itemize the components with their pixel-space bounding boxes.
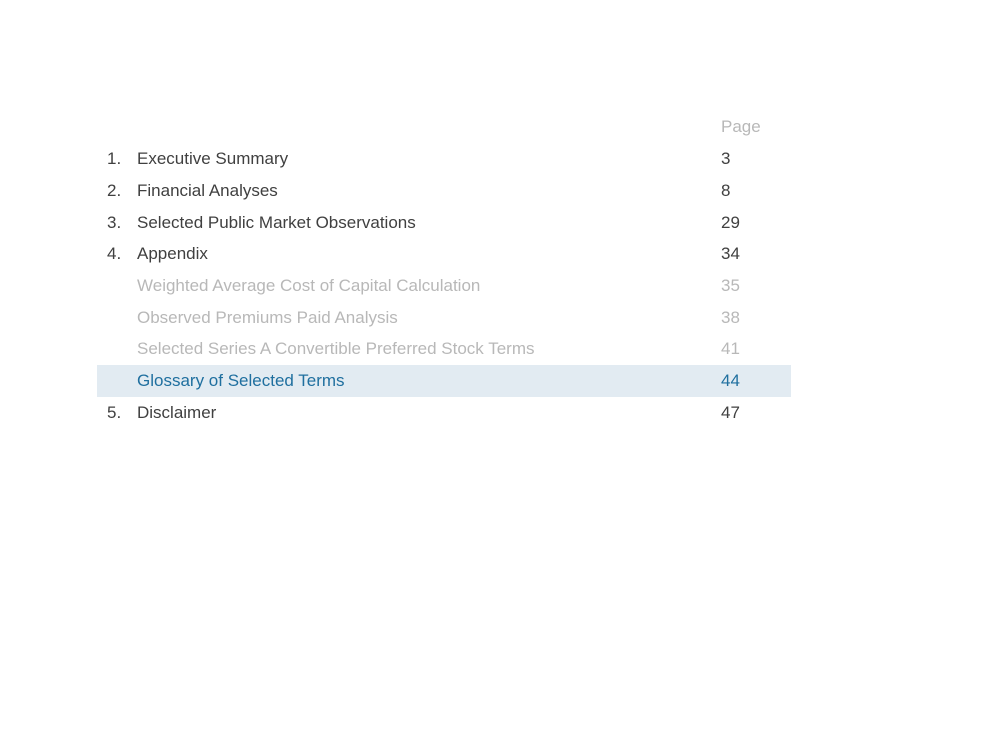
toc-entry-executive-summary[interactable] bbox=[97, 143, 791, 175]
toc-entry-page: 34 bbox=[721, 244, 740, 263]
toc-entry-number: 5. bbox=[107, 403, 122, 422]
toc-entry-number: 1. bbox=[107, 149, 122, 168]
toc-subentry-title: Selected Series A Convertible Preferred Stock Terms bbox=[137, 339, 535, 358]
toc-entry-page: 8 bbox=[721, 181, 731, 200]
toc-entry-page: 29 bbox=[721, 213, 740, 232]
toc-entry-title: Executive Summary bbox=[137, 149, 289, 168]
toc-subentry-title: Observed Premiums Paid Analysis bbox=[137, 308, 398, 327]
toc-entry-title: Disclaimer bbox=[137, 403, 217, 422]
toc-entry-number: 2. bbox=[107, 181, 122, 200]
toc-subentry-premiums-paid[interactable] bbox=[97, 302, 791, 334]
toc-subentry-page: 44 bbox=[721, 371, 740, 390]
toc-entry-financial-analyses[interactable] bbox=[97, 175, 791, 207]
toc-entry-appendix[interactable] bbox=[97, 238, 791, 270]
toc-entry-page: 47 bbox=[721, 403, 740, 422]
toc-subentry-wacc-calculation[interactable] bbox=[97, 270, 791, 302]
toc-entry-public-market-observations[interactable] bbox=[97, 207, 791, 239]
toc-entry-page: 3 bbox=[721, 149, 731, 168]
toc-entry-title: Selected Public Market Observations bbox=[137, 213, 416, 232]
toc-subentry-page: 35 bbox=[721, 276, 740, 295]
toc-entry-number: 4. bbox=[107, 244, 122, 263]
toc-subentry-series-a-terms[interactable] bbox=[97, 333, 791, 365]
toc-subentry-title: Glossary of Selected Terms bbox=[137, 371, 345, 390]
toc-entry-title: Financial Analyses bbox=[137, 181, 278, 200]
toc-entry-disclaimer[interactable] bbox=[97, 397, 791, 429]
toc-entry-title: Appendix bbox=[137, 244, 208, 263]
toc-subentry-page: 38 bbox=[721, 308, 740, 327]
toc-subentry-glossary[interactable] bbox=[97, 365, 791, 397]
toc-subentry-title: Weighted Average Cost of Capital Calculation bbox=[137, 276, 481, 295]
toc-entry-number: 3. bbox=[107, 213, 122, 232]
page-column-header: Page bbox=[721, 117, 761, 136]
toc-subentry-page: 41 bbox=[721, 339, 740, 358]
